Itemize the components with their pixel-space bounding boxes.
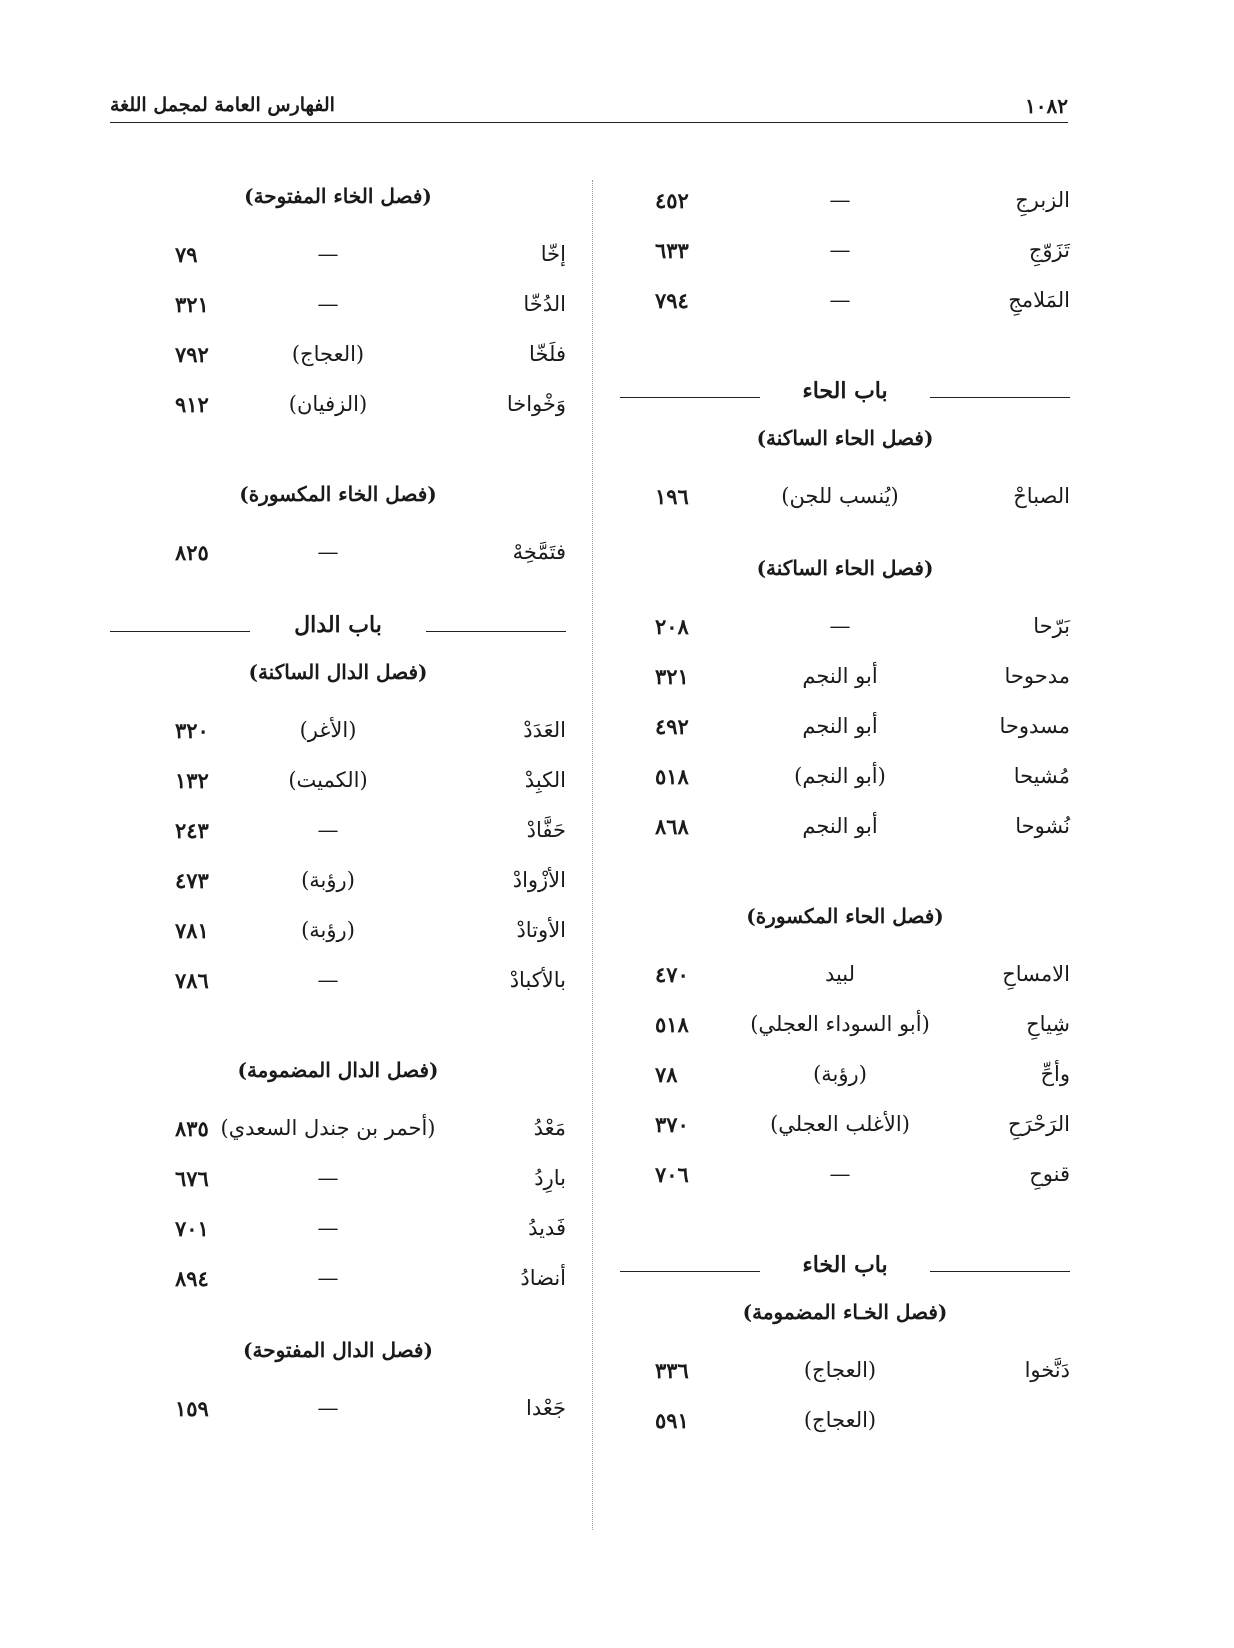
entry-page: ٣٧٠ [655,1112,689,1137]
table-row [110,528,566,578]
chapter-heading [620,370,1070,418]
entry-page: ٣٢١ [175,292,209,317]
table-row [110,706,566,756]
entry-word: أنضادُ [520,1266,566,1290]
right-column [620,176,1070,1446]
section-heading: (فصل الحاء المكسورة) [746,904,944,928]
entry-page: ١٩٦ [655,484,689,509]
entry-page: ١٥٩ [175,1396,209,1421]
entry-poet: (الزفيان) [288,392,368,416]
entry-poet: — [829,238,851,262]
entry-poet: (الأغلب العجلي) [770,1112,910,1136]
entry-poet: — [829,1162,851,1186]
entry-word: الدُخّا [523,292,566,316]
table-row [620,802,1070,852]
entry-poet: — [317,1396,339,1420]
entry-poet: (العجاج) [291,342,365,366]
entry-word: الامساحِ [1002,962,1070,986]
entry-poet: (الأغر) [299,718,357,742]
entry-page: ٨٩٤ [175,1266,209,1291]
entry-word: شِياحِ [1026,1012,1070,1036]
entry-poet: — [317,818,339,842]
entry-word: نُشوحا [1015,814,1070,838]
entry-word: دَنَّخوا [1024,1358,1070,1382]
entry-word: إخّا [540,242,566,266]
entry-page: ٩١٢ [175,392,209,417]
entry-word: وَخْواخا [506,392,566,416]
entry-poet: — [317,1266,339,1290]
entry-page: ٢٠٨ [655,614,689,639]
table-row [110,756,566,806]
section-heading: (فصل الخـاء المضمومة) [742,1300,948,1324]
entry-word: بارِدُ [534,1166,566,1190]
table-row [620,1100,1070,1150]
table-row [620,1000,1070,1050]
entry-poet: (يُنسب للجن) [781,484,899,508]
entry-word: الصباحْ [1013,484,1070,508]
entry-page: ٤٧٣ [175,868,209,893]
left-column [110,176,566,1434]
table-row [110,1204,566,1254]
entry-poet: — [317,968,339,992]
section-heading: (فصل الحاء الساكنة) [756,426,934,450]
entry-word: الأوتادْ [516,918,566,942]
entry-poet: — [317,540,339,564]
entry-word: جَعْدا [526,1396,566,1420]
section-heading: (فصل الحاء الساكنة) [756,556,934,580]
entry-poet: (العجاج) [803,1408,877,1432]
entry-page: ٧٩٤ [655,288,689,313]
table-row [620,1150,1070,1200]
table-row [620,276,1070,326]
table-row [110,230,566,280]
entry-poet: (رؤبة) [301,918,355,942]
table-row [110,1104,566,1154]
rule-line [620,397,760,398]
section-heading: (فصل الدال المفتوحة) [243,1338,433,1362]
entry-page: ٧٠٦ [655,1162,689,1187]
table-row [620,702,1070,752]
table-row [110,1254,566,1304]
entry-poet: — [829,288,851,312]
entry-word: بالأكبادْ [509,968,566,992]
rule-line [426,631,566,632]
table-row [620,950,1070,1000]
entry-page: ١٣٢ [175,768,209,793]
entry-word: بَرّحا [1033,614,1070,638]
entry-word: وأحِّ [1040,1062,1070,1086]
entry-page: ٦٣٣ [655,238,689,263]
entry-page: ٤٥٢ [655,188,689,213]
entry-page: ٧٨ [655,1062,678,1087]
entry-page: ٨٣٥ [175,1116,209,1141]
table-row [110,906,566,956]
rule-line [930,397,1070,398]
entry-word: مَعْدُ [533,1116,566,1140]
entry-word: الرَحْرَحِ [1008,1112,1070,1136]
table-row [110,956,566,1006]
entry-page: ٥١٨ [655,1012,689,1037]
entry-poet: (أحمر بن جندل السعدي) [220,1116,436,1140]
entry-poet: — [317,242,339,266]
section-heading: (فصل الخاء المفتوحة) [244,184,432,208]
entry-page: ٧٩٢ [175,342,209,367]
section-heading: (فصل الدال المضمومة) [237,1058,439,1082]
table-row [110,330,566,380]
rule-line [110,631,250,632]
entry-poet: — [829,188,851,212]
page-number: ١٠٨٢ [1025,94,1068,118]
entry-poet: — [317,292,339,316]
entry-page: ٥٩١ [655,1408,689,1433]
entry-poet: — [829,614,851,638]
entry-word: الزبرجِ [1015,188,1070,212]
entry-page: ٨٦٨ [655,814,689,839]
table-row [110,806,566,856]
table-row [620,1346,1070,1396]
table-row [620,226,1070,276]
page-header [110,92,1068,123]
table-row [620,752,1070,802]
table-row [620,602,1070,652]
table-row [620,1396,1070,1446]
entry-word: مسدوحا [999,714,1070,738]
entry-word: فلَخّا [529,342,566,366]
section-heading: (فصل الدال الساكنة) [248,660,428,684]
entry-word: الأزْوادْ [512,868,566,892]
entry-poet: (رؤبة) [301,868,355,892]
entry-poet: لبيد [824,962,856,986]
table-row [110,1154,566,1204]
entry-page: ٤٩٢ [655,714,689,739]
entry-page: ٢٤٣ [175,818,209,843]
entry-poet: أبو النجم [802,664,878,688]
entry-page: ٧٠١ [175,1216,209,1241]
table-row [110,380,566,430]
chapter-heading [110,604,566,652]
entry-page: ٣٣٦ [655,1358,689,1383]
entry-page: ٧٨١ [175,918,209,943]
chapter-heading [620,1244,1070,1292]
entry-word: العَدَدْ [523,718,566,742]
table-row [620,472,1070,522]
chapter-label: باب الحاء [802,378,888,404]
entry-word: قنوحِ [1029,1162,1070,1186]
table-row [620,1050,1070,1100]
column-divider [592,180,593,1530]
entry-poet: — [317,1166,339,1190]
entry-page: ٧٩ [175,242,198,267]
running-title: الفهارس العامة لمجمل اللغة [110,94,335,116]
entry-word: حَفَّادْ [526,818,566,842]
chapter-label: باب الدال [294,612,382,638]
entry-page: ٤٧٠ [655,962,689,987]
section-heading: (فصل الخاء المكسورة) [239,482,437,506]
entry-page: ٧٨٦ [175,968,209,993]
entry-poet: (العجاج) [803,1358,877,1382]
rule-line [930,1271,1070,1272]
table-row [620,176,1070,226]
entry-poet: أبو النجم [802,714,878,738]
entry-word: فتَمَّخِهْ [512,540,566,564]
entry-word: مدحوحا [1004,664,1070,688]
table-row [110,280,566,330]
entry-word: الكبِدْ [524,768,566,792]
entry-word: المَلامجِ [1008,288,1070,312]
entry-poet: أبو النجم [802,814,878,838]
entry-page: ٦٧٦ [175,1166,209,1191]
chapter-label: باب الخاء [802,1252,888,1278]
entry-page: ٣٢١ [655,664,689,689]
table-row [110,856,566,906]
entry-page: ٣٢٠ [175,718,209,743]
entry-poet: (الكميت) [288,768,368,792]
entry-poet: — [317,1216,339,1240]
entry-word: فَديدُ [528,1216,566,1240]
rule-line [620,1271,760,1272]
entry-poet: (رؤبة) [813,1062,867,1086]
entry-poet: (أبو السوداء العجلي) [750,1012,930,1036]
entry-poet: (أبو النجم) [794,764,886,788]
table-row [620,652,1070,702]
entry-page: ٨٢٥ [175,540,209,565]
entry-word: مُشيحا [1013,764,1070,788]
entry-page: ٥١٨ [655,764,689,789]
entry-word: تَزَوّجِ [1028,238,1070,262]
table-row [110,1384,566,1434]
